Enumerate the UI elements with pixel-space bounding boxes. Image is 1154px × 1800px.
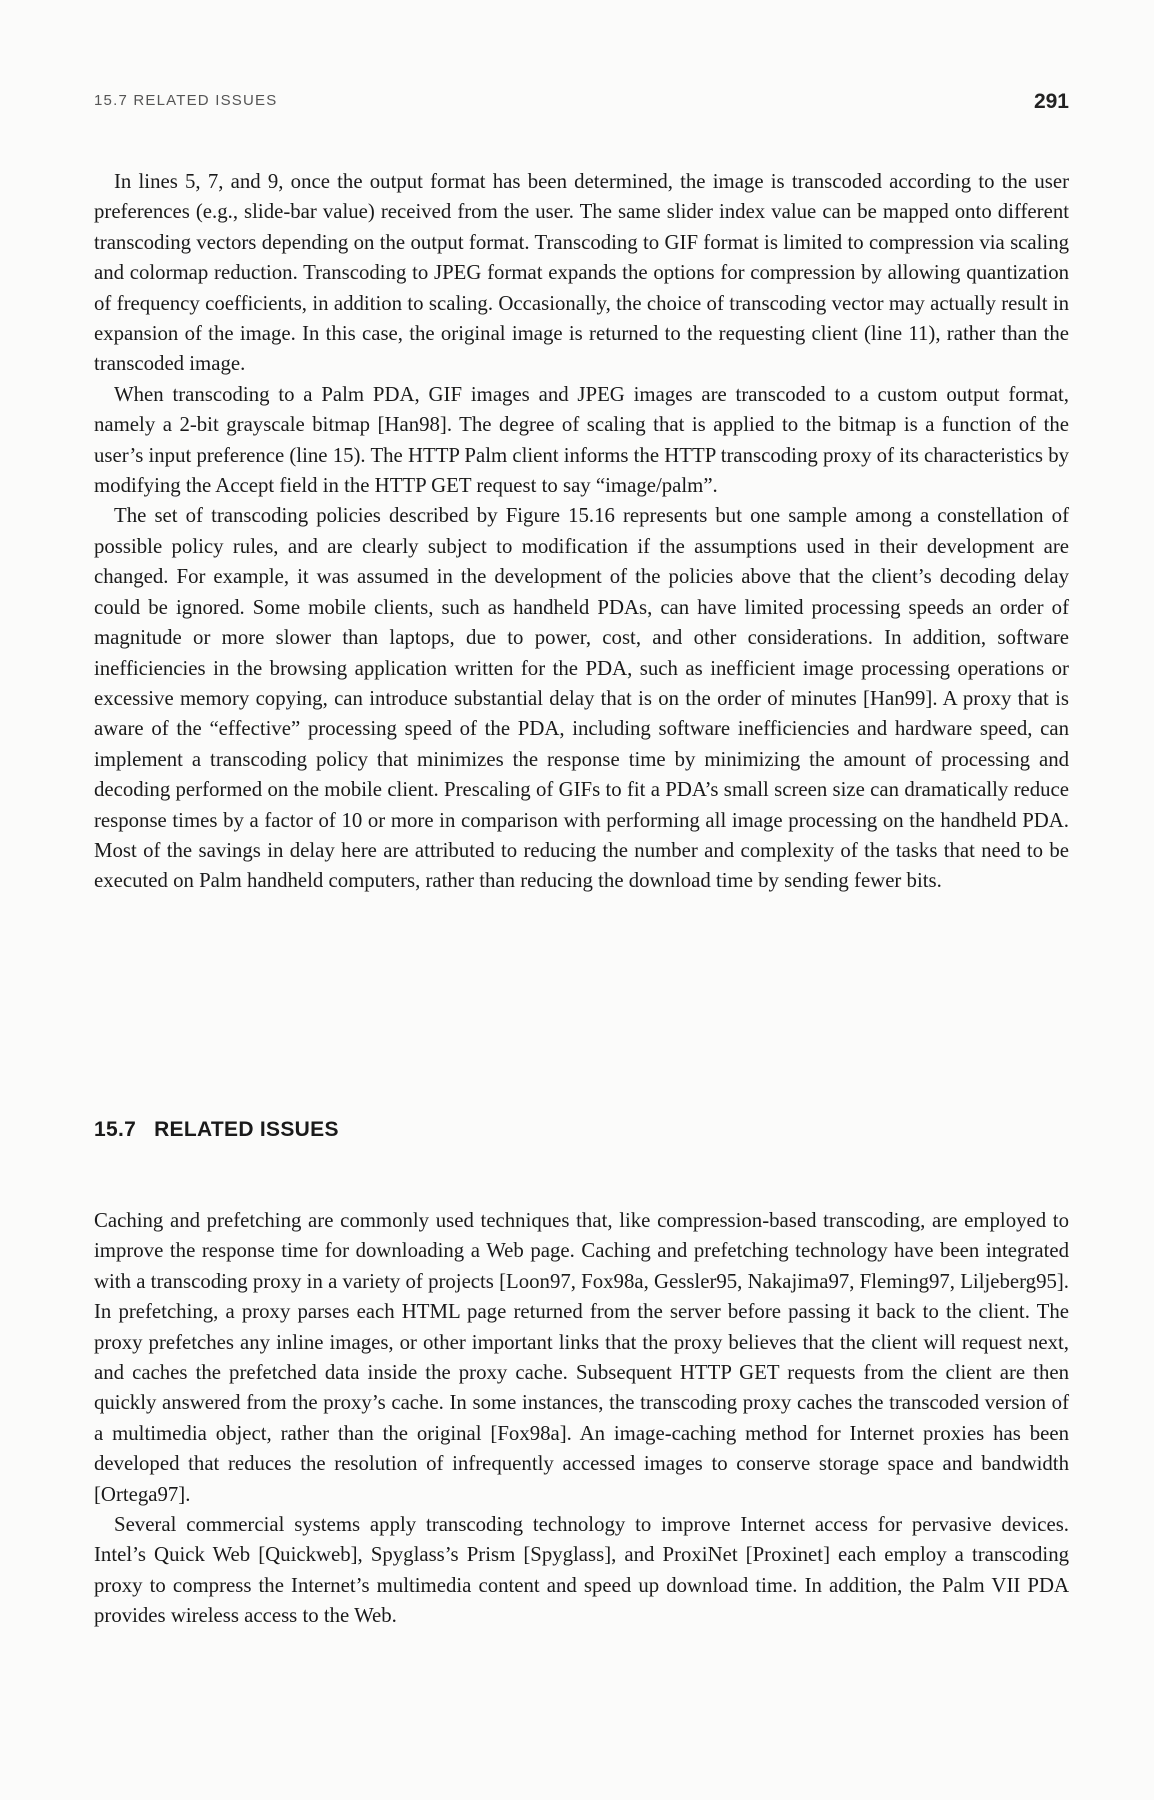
paragraph: Caching and prefetching are commonly used techniques that, like compression-based transcoding, are employed to improve the response time for downloading a Web page. Caching and prefetching technology have been integrated with a transcoding proxy in a variety of projects [Loon97, Fox98a, Gessler95, Nakajima97, Fleming97, Liljeberg95]. In prefetching, a proxy parses each HTML page returned from the server before passing it back to the client. The proxy prefetches any inline images, or other important links that the proxy believes that the client will request next, and caches the prefetched data inside the proxy cache. Subsequent HTTP GET requests from the client are then quickly answered from the proxy’s cache. In some instances, the transcoding proxy caches the transcoded version of a multimedia object, rather than the original [Fox98a]. An image-caching method for Internet proxies has been developed that reduces the resolution of infrequently accessed images to conserve storage space and bandwidth [Ortega97]. <box>94 1209 1069 1506</box>
body-text-top <box>94 167 1069 897</box>
paragraph: The set of transcoding policies described by Figure 15.16 represents but one sample among a constellation of possible policy rules, and are clearly subject to modification if the assumptions used in their development are changed. For example, it was assumed in the development of the policies above that the client’s decoding delay could be ignored. Some mobile clients, such as handheld PDAs, can have limited processing speeds an order of magnitude or more slower than laptops, due to power, cost, and other considerations. In addition, software inefficiencies in the browsing application written for the PDA, such as inefficient image processing operations or excessive memory copying, can introduce substantial delay that is on the order of minutes [Han99]. A proxy that is aware of the “effective” processing speed of the PDA, including software inefficiencies and hardware speed, can implement a transcoding policy that minimizes the response time by minimizing the amount of processing and decoding performed on the mobile client. Prescaling of GIFs to fit a PDA’s small screen size can dramatically reduce response times by a factor of 10 or more in comparison with performing all image processing on the handheld PDA. Most of the savings in delay here are attributed to reducing the number and complexity of the tasks that need to be executed on Palm handheld computers, rather than reducing the download time by sending fewer bits. <box>94 504 1069 893</box>
paragraph: Several commercial systems apply transcoding technology to improve Internet access for pervasive devices. Intel’s Quick Web [Quickweb], Spyglass’s Prism [Spyglass], and ProxiNet [Proxinet] each employ a transcoding proxy to compress the Internet’s multimedia content and speed up download time. In addition, the Palm VII PDA provides wireless access to the Web. <box>94 1513 1069 1628</box>
section-number: 15.7 <box>94 1118 137 1141</box>
section-heading <box>94 1118 339 1142</box>
section-title: RELATED ISSUES <box>154 1118 339 1141</box>
running-section-label: 15.7 RELATED ISSUES <box>94 92 278 109</box>
body-text-section <box>94 1206 1069 1632</box>
running-header <box>94 90 1069 120</box>
page-number: 291 <box>1033 90 1069 113</box>
paragraph: When transcoding to a Palm PDA, GIF images and JPEG images are transcoded to a custom output format, namely a 2-bit grayscale bitmap [Han98]. The degree of scaling that is applied to the bitmap is a function of the user’s input preference (line 15). The HTTP Palm client informs the HTTP transcoding proxy of its characteristics by modifying the Accept field in the HTTP GET request to say “image/palm”. <box>94 382 1069 498</box>
paragraph: In lines 5, 7, and 9, once the output format has been determined, the image is transcoded according to the user preferences (e.g., slide-bar value) received from the user. The same slider index value can be mapped onto different transcoding vectors depending on the output format. Transcoding to GIF format is limited to compression via scaling and colormap reduction. Transcoding to JPEG format expands the options for compression by allowing quantization of frequency coefficients, in addition to scaling. Occasionally, the choice of transcoding vector may actually result in expansion of the image. In this case, the original image is returned to the requesting client (line 11), rather than the transcoded image. <box>94 170 1069 376</box>
